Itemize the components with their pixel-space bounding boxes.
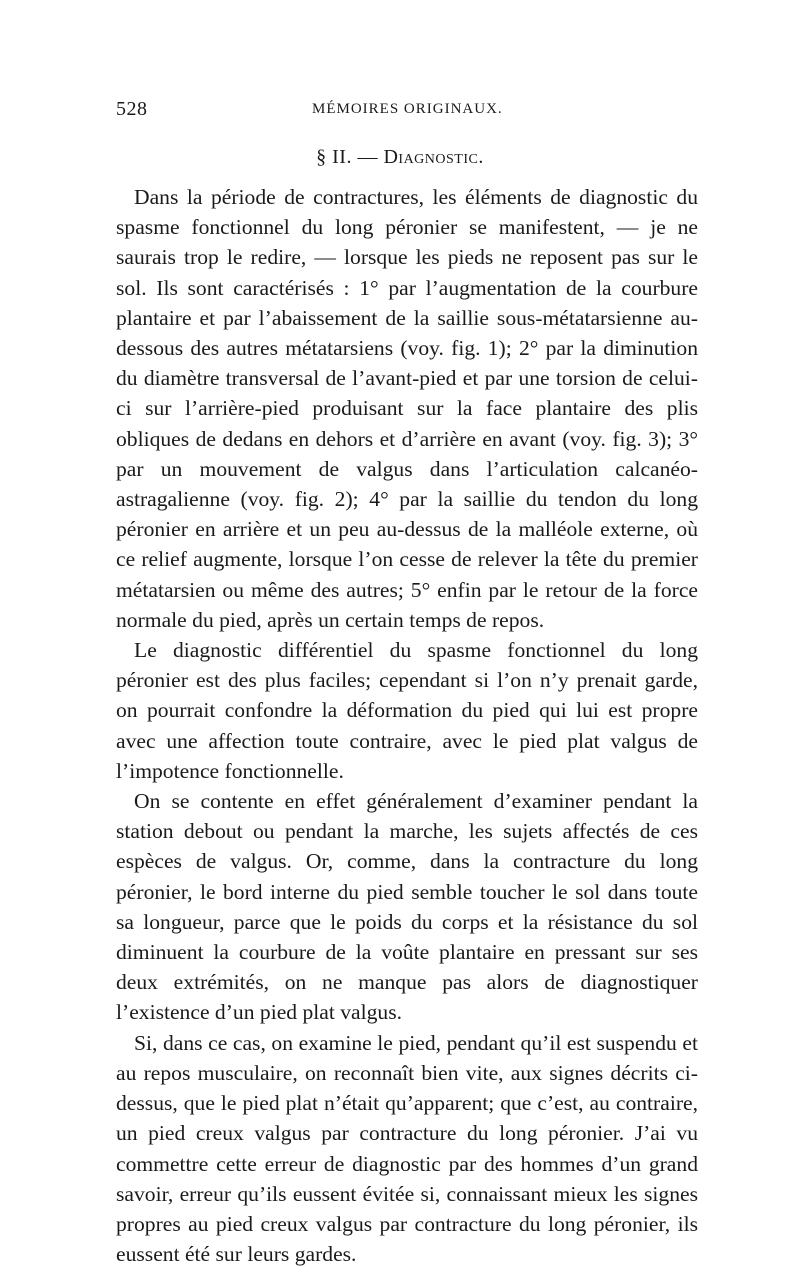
body-text xyxy=(116,182,698,1269)
section-number: § II. — xyxy=(316,146,384,168)
paragraph: On se contente en effet généralement d’examiner pendant la station debout ou pendant la marche, les sujets affectés de ces espèces de valgus. Or, comme, dans la contracture du long péronier, le bord interne du pied semble toucher le sol dans toute sa longueur, parce que le poids du corps et la résistance du sol diminuent la courbure de la voûte plantaire en pressant sur ses deux extrémités, on ne manque pas alors de diagnostiquer l’existence d’un pied plat valgus. xyxy=(116,789,698,1025)
paragraph: Dans la période de contractures, les éléments de diagnostic du spasme fonctionnel du long péronier se manifestent, — je ne saurais trop le redire, — lorsque les pieds ne reposent pas sur le sol. Ils sont caractérisés : 1° par l’augmentation de la courbure plantaire et par l’abaissement de la saillie sous-métatarsienne au-dessous des autres métatarsiens (voy. fig. 1); 2° par la diminution du diamètre transversal de l’avant-pied et par une torsion de celui-ci sur l’arrière-pied produisant sur la face plantaire des plis obliques de dedans en dehors et d’arrière en avant (voy. fig. 3); 3° par un mouvement de valgus dans l’articulation calcanéo-astragalienne (voy. fig. 2); 4° par la saillie du tendon du long péronier en arrière et un peu au-dessus de la malléole externe, où ce relief augmente, lorsque l’on cesse de relever la tête du premier métatarsien ou même des autres; 5° enfin par le retour de la force normale du pied, après un certain temps de repos. xyxy=(116,185,698,632)
running-title: MÉMOIRES ORIGINAUX. xyxy=(312,101,503,117)
paragraph: Le diagnostic différentiel du spasme fonctionnel du long péronier est des plus faciles; cependant si l’on n’y prenait garde, on pourrait confondre la déformation du pied qui lui est propre avec une affection toute contraire, avec le pied plat valgus de l’impotence fonctionnelle. xyxy=(116,638,698,783)
running-head xyxy=(116,98,698,128)
section-title: Diagnostic. xyxy=(383,146,484,168)
paragraph: Si, dans ce cas, on examine le pied, pendant qu’il est suspendu et au repos musculaire, on reconnaît bien vite, aux signes décrits ci-dessus, que le pied plat n’était qu’apparent; que c’est, au contraire, un pied creux valgus par contracture du long péronier. J’ai vu commettre cette erreur de diagnostic par des hommes d’un grand savoir, erreur qu’ils eussent évitée si, connaissant mieux les signes propres au pied creux valgus par contracture du long péronier, ils eussent été sur leurs gardes. xyxy=(116,1030,698,1267)
section-heading xyxy=(0,146,800,169)
page-number: 528 xyxy=(116,98,148,120)
